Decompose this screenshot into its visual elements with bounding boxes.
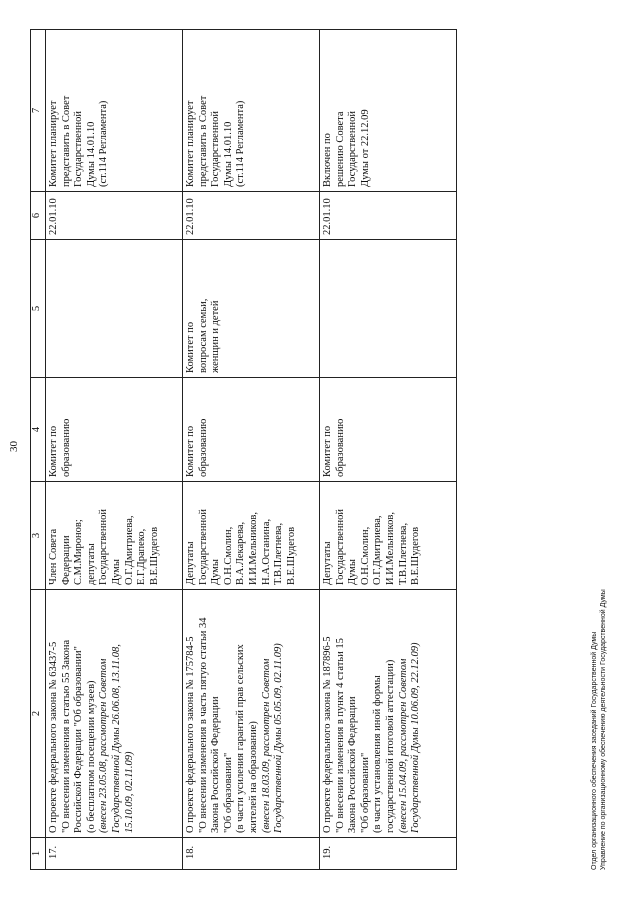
cell-line: О проекте федерального закона № 63437-5 [48, 641, 59, 833]
cell-line: В.Е.Шудегов [148, 526, 160, 585]
note-cell [320, 30, 457, 192]
cell-line: (внесен 15.04.09, рассмотрен Советом [397, 658, 409, 833]
cell-line: Думы от 22.12.09 [359, 109, 371, 187]
date-value: 22.01.10 [48, 198, 59, 235]
cell-line: Комитет по [48, 425, 59, 477]
footer [590, 589, 608, 870]
note-cell [46, 30, 183, 192]
initiator-cell [46, 482, 183, 590]
cell-line: (ст.114 Регламента) [235, 100, 247, 187]
cell-line: (о бесплатном посещении музеев) [85, 680, 97, 833]
cell-line: Думы [347, 559, 359, 585]
row-number: 18. [185, 845, 196, 859]
table-row [46, 30, 183, 870]
row-number-cell [183, 838, 320, 870]
cell-line: Комитет планирует [48, 100, 59, 187]
cell-line: Е.Г.Драпеко, [136, 528, 148, 585]
cell-line: О.Г.Дмитриева, [372, 515, 384, 585]
cell-line: Комитет по [185, 321, 196, 373]
cell-line: "О внесении изменения в часть пятую статьи 34 [197, 617, 209, 833]
cell-line: Государственной [334, 509, 346, 585]
cell-line: (внесен 18.03.09, рассмотрен Советом [260, 658, 272, 833]
cell-line: представить в Совет [60, 95, 72, 187]
cell-line: Комитет по [322, 425, 333, 477]
cell-line: Депутаты [185, 541, 196, 585]
column-header: 4 [31, 378, 46, 482]
cell-line: Федерации [60, 535, 72, 585]
footer-line: Управление по организационному обеспечению деятельности Государственной Думы [600, 589, 607, 870]
cell-line: Государственной Думы 10.06.09, 22.12.09) [410, 642, 422, 833]
column-header: 7 [31, 30, 46, 192]
cell-line: Государственной [197, 509, 209, 585]
cell-line: Т.В.Плетнева, [273, 522, 285, 585]
note-cell [183, 30, 320, 192]
bills-table [30, 29, 457, 870]
cell-line: Думы [110, 559, 122, 585]
cell-line: Н.А.Останина, [260, 518, 272, 585]
cell-line: жителей на образование) [247, 721, 259, 833]
row-number-cell [320, 838, 457, 870]
cell-line: (в части усиления гарантий прав сельских [235, 644, 247, 833]
committee-cell [320, 378, 457, 482]
co-committee-cell [320, 240, 457, 378]
cell-line: Государственной Думы 26.06.08, 13.11.08, [110, 644, 122, 833]
cell-line: Государственной [347, 111, 359, 187]
cell-line: образованию [334, 418, 346, 477]
table-header-row [31, 30, 46, 870]
cell-line: В.Е.Шудегов [410, 526, 422, 585]
cell-line: депутаты [85, 543, 97, 585]
bill-title-cell [320, 590, 457, 838]
cell-line: Включен по [322, 133, 333, 187]
cell-line: Российской Федерации "Об образовании" [73, 646, 85, 833]
cell-line: Комитет по [185, 425, 196, 477]
cell-line: И.И.Мельников, [384, 512, 396, 585]
cell-line: "Об образовании" [222, 752, 234, 833]
cell-line: Член Совета [48, 528, 59, 585]
footer-line: Отдел организационного обеспечения заседаний Государственной Думы [591, 631, 598, 870]
date-cell [320, 192, 457, 240]
cell-line: Комитет планирует [185, 100, 196, 187]
cell-line: Думы 14.01.10 [85, 121, 97, 187]
cell-line: О.Г.Дмитриева, [123, 515, 135, 585]
row-number-cell [46, 838, 183, 870]
cell-line: Закона Российской Федерации [347, 696, 359, 833]
date-value: 22.01.10 [322, 198, 333, 235]
cell-line: (внесен 23.05.08, рассмотрен Советом [98, 658, 110, 833]
column-header: 3 [31, 482, 46, 590]
cell-line: "Об образовании" [359, 752, 371, 833]
cell-line: О проекте федерального закона № 187896-5 [322, 636, 333, 833]
initiator-cell [320, 482, 457, 590]
committee-cell [183, 378, 320, 482]
co-committee-cell [46, 240, 183, 378]
cell-line: Думы [210, 559, 222, 585]
table-row [183, 30, 320, 870]
cell-line: Государственной Думы 05.05.09, 02.11.09) [273, 643, 285, 833]
cell-line: Государственной [98, 509, 110, 585]
date-cell [183, 192, 320, 240]
bill-title-cell [46, 590, 183, 838]
cell-line: женщин и детей [210, 300, 222, 373]
cell-line: Государственной [73, 111, 85, 187]
cell-line: представить в Совет [197, 95, 209, 187]
cell-line: 15.10.09, 02.11.09) [123, 751, 135, 833]
column-header: 2 [31, 590, 46, 838]
cell-line: (в части установления иной формы [372, 675, 384, 833]
cell-line: образованию [60, 418, 72, 477]
column-header: 5 [31, 240, 46, 378]
cell-line: Государственной [210, 111, 222, 187]
cell-line: государственной итоговой аттестации) [384, 659, 396, 833]
cell-line: О проекте федерального закона № 175784-5 [185, 636, 196, 833]
column-header: 1 [31, 838, 46, 870]
cell-line: В.А.Лекарева, [235, 521, 247, 585]
cell-line: "О внесении изменения в статью 55 Закона [60, 639, 72, 833]
date-value: 22.01.10 [185, 198, 196, 235]
committee-cell [46, 378, 183, 482]
cell-line: решению Совета [334, 111, 346, 187]
cell-line: образованию [197, 418, 209, 477]
cell-line: О.Н.Смолин, [359, 526, 371, 585]
page-number: 30 [8, 441, 20, 452]
cell-line: (ст.114 Регламента) [98, 100, 110, 187]
bill-title-cell [183, 590, 320, 838]
cell-line: И.И.Мельников, [247, 512, 259, 585]
cell-line: Думы 14.01.10 [222, 121, 234, 187]
cell-line: В.Е.Шудегов [285, 526, 297, 585]
cell-line: С.М.Миронов; [73, 519, 85, 585]
cell-line: вопросам семьи, [197, 298, 209, 373]
cell-line: Т.В.Плетнева, [397, 522, 409, 585]
cell-line: Закона Российской Федерации [210, 696, 222, 833]
table-row [320, 30, 457, 870]
cell-line: О.Н.Смолин, [222, 526, 234, 585]
date-cell [46, 192, 183, 240]
initiator-cell [183, 482, 320, 590]
row-number: 19. [322, 845, 333, 859]
cell-line: "О внесении изменения в пункт 4 статьи 15 [334, 638, 346, 833]
row-number: 17. [48, 845, 59, 859]
column-header: 6 [31, 192, 46, 240]
cell-line: Депутаты [322, 541, 333, 585]
co-committee-cell [183, 240, 320, 378]
